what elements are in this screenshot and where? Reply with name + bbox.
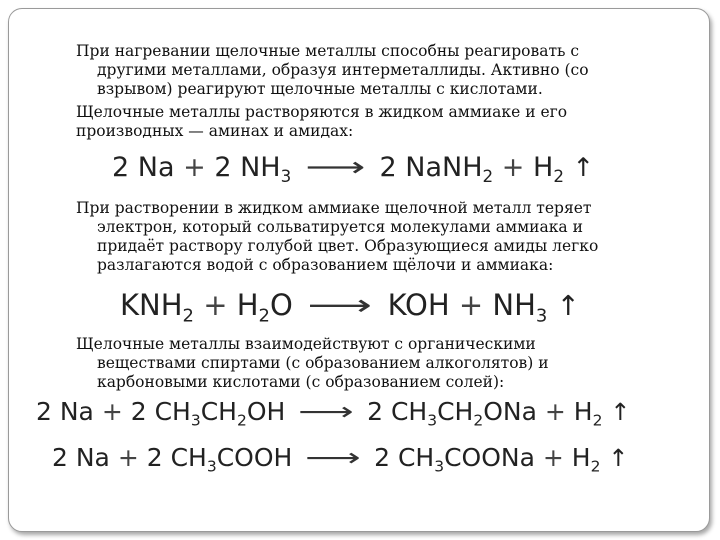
text-line: взрывом) реагируют щелочные металлы с кислотами.: [97, 80, 543, 98]
reaction-arrow: ⟶: [307, 288, 373, 322]
reactant: $KNH_2$: [120, 288, 194, 327]
text-line: электрон, который сольватируется молекулами аммиака и: [97, 218, 583, 236]
reaction-arrow: ⟶: [305, 443, 361, 472]
reactant: 2 Na: [36, 397, 94, 426]
product: $H_2$: [573, 397, 603, 430]
product: 2 $CH_3CH_2ONa$: [367, 397, 537, 430]
equation-na-ethanol: [36, 397, 631, 430]
reaction-arrow: ⟶: [305, 152, 366, 183]
paragraph-ammonia-dissolution: [76, 103, 666, 141]
reaction-arrow: ⟶: [298, 397, 354, 426]
reactant: 2 Na: [52, 443, 110, 472]
plus-sign: +: [183, 152, 206, 183]
text-line: Щелочные металлы растворяются в жидком аммиаке и его: [76, 103, 568, 121]
text-line: производных — аминах и амидах:: [76, 122, 354, 140]
product: KOH: [387, 288, 450, 322]
text-line: Щелочные металлы взаимодействуют с органическими: [76, 335, 536, 353]
plus-sign: +: [117, 443, 139, 472]
text-line: другими металлами, образуя интерметаллиды. Активно (со: [97, 61, 589, 79]
product: 2 $CH_3COONa$: [374, 443, 535, 476]
paragraph-metals-reaction: [76, 42, 666, 99]
text-line: При растворении в жидком аммиаке щелочной металл теряет: [76, 199, 592, 217]
reactant: 2 $NH_3$: [214, 152, 292, 186]
product: $H_2$: [533, 152, 564, 186]
equation-na-nh3: [112, 152, 595, 186]
text-line: разлагаются водой с образованием щёлочи и аммиака:: [97, 256, 554, 274]
equation-na-acetic-acid: [52, 443, 629, 476]
reactant: 2 $CH_3CH_2OH$: [130, 397, 286, 430]
text-line: карбоновыми кислотами (с образованием солей):: [97, 373, 505, 391]
plus-sign: +: [101, 397, 123, 426]
reactant: 2 Na: [112, 152, 175, 183]
plus-sign: +: [458, 288, 484, 322]
plus-sign: +: [203, 288, 228, 322]
reactant: $H_2O$: [236, 288, 293, 327]
reactant: 2 $CH_3COOH$: [146, 443, 293, 476]
paragraph-organic-reactions: [76, 335, 666, 392]
product: $H_2$: [571, 443, 601, 476]
equation-knh2-h2o: [120, 288, 580, 327]
text-line: придаёт раствору голубой цвет. Образующиеся амиды легко: [97, 237, 599, 255]
gas-arrow-icon: ↑: [608, 444, 629, 472]
plus-sign: +: [544, 397, 566, 426]
product: $NH_3$: [492, 288, 548, 327]
text-line: При нагревании щелочные металлы способны реагировать с: [76, 42, 580, 60]
gas-arrow-icon: ↑: [572, 153, 595, 183]
plus-sign: +: [542, 443, 564, 472]
gas-arrow-icon: ↑: [610, 398, 631, 426]
product: 2 NaNH$_2$: [379, 152, 494, 186]
text-line: веществами спиртами (с образованием алкоголятов) и: [97, 354, 549, 372]
gas-arrow-icon: ↑: [556, 290, 580, 322]
paragraph-amide-decomposition: [76, 199, 666, 275]
plus-sign: +: [501, 152, 525, 183]
